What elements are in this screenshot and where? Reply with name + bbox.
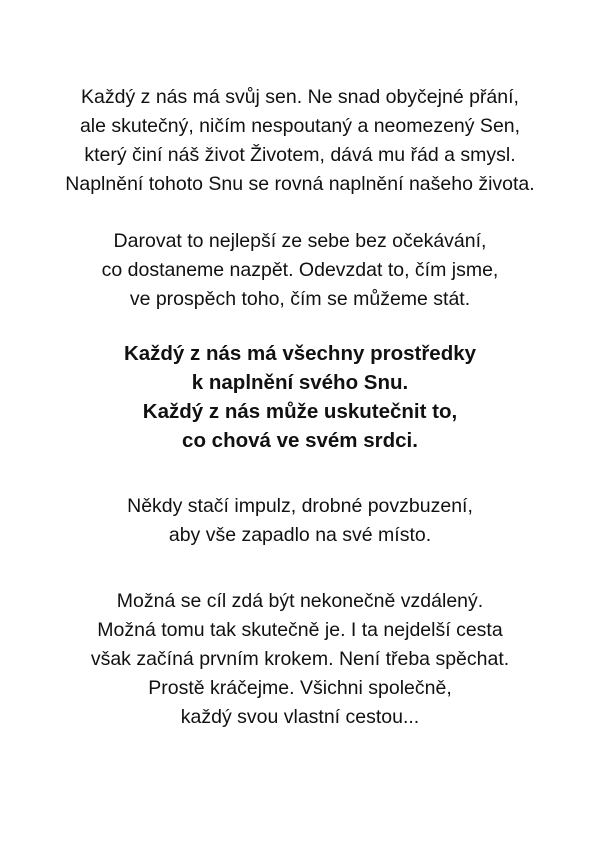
text-line-bold: co chová ve svém srdci. <box>182 429 418 452</box>
paragraph-1 <box>10 83 590 199</box>
text-line: Možná se cíl zdá být nekonečně vzdálený. <box>116 590 484 612</box>
text-line: Darovat to nejlepší ze sebe bez očekávání, <box>113 230 487 252</box>
text-line: Každý z nás má svůj sen. Ne snad obyčejné přání, <box>81 86 519 108</box>
text-line: který činí náš život Životem, dává mu řád a smysl. <box>84 144 516 166</box>
text-line: každý svou vlastní cestou... <box>180 706 420 728</box>
paragraph-spacer <box>0 550 600 587</box>
paragraph-2 <box>10 227 590 314</box>
paragraph-spacer <box>0 314 600 339</box>
text-line: ve prospěch toho, čím se můžeme stát. <box>129 288 471 310</box>
text-line: Naplnění tohoto Snu se rovná naplnění našeho života. <box>65 173 535 195</box>
text-line: Prostě kráčejme. Všichni společně, <box>148 677 452 699</box>
text-line: však začíná prvním krokem. Není třeba spěchat. <box>90 648 510 670</box>
paragraph-4 <box>10 492 590 550</box>
paragraph-3-emphasis <box>10 339 590 455</box>
text-line: Možná tomu tak skutečně je. I ta nejdelší cesta <box>97 619 503 641</box>
text-line-bold: k naplnění svého Snu. <box>191 371 409 394</box>
paragraph-spacer <box>0 455 600 492</box>
paragraph-5 <box>10 587 590 732</box>
text-line: ale skutečný, ničím nespoutaný a neomezený Sen, <box>79 115 521 137</box>
text-line-bold: Každý z nás může uskutečnit to, <box>142 400 458 423</box>
text-line: Někdy stačí impulz, drobné povzbuzení, <box>127 495 473 517</box>
text-line: aby vše zapadlo na své místo. <box>168 524 432 546</box>
text-line: co dostaneme nazpět. Odevzdat to, čím jsme, <box>101 259 499 281</box>
text-line-bold: Každý z nás má všechny prostředky <box>123 342 477 365</box>
paragraph-spacer <box>0 199 600 227</box>
